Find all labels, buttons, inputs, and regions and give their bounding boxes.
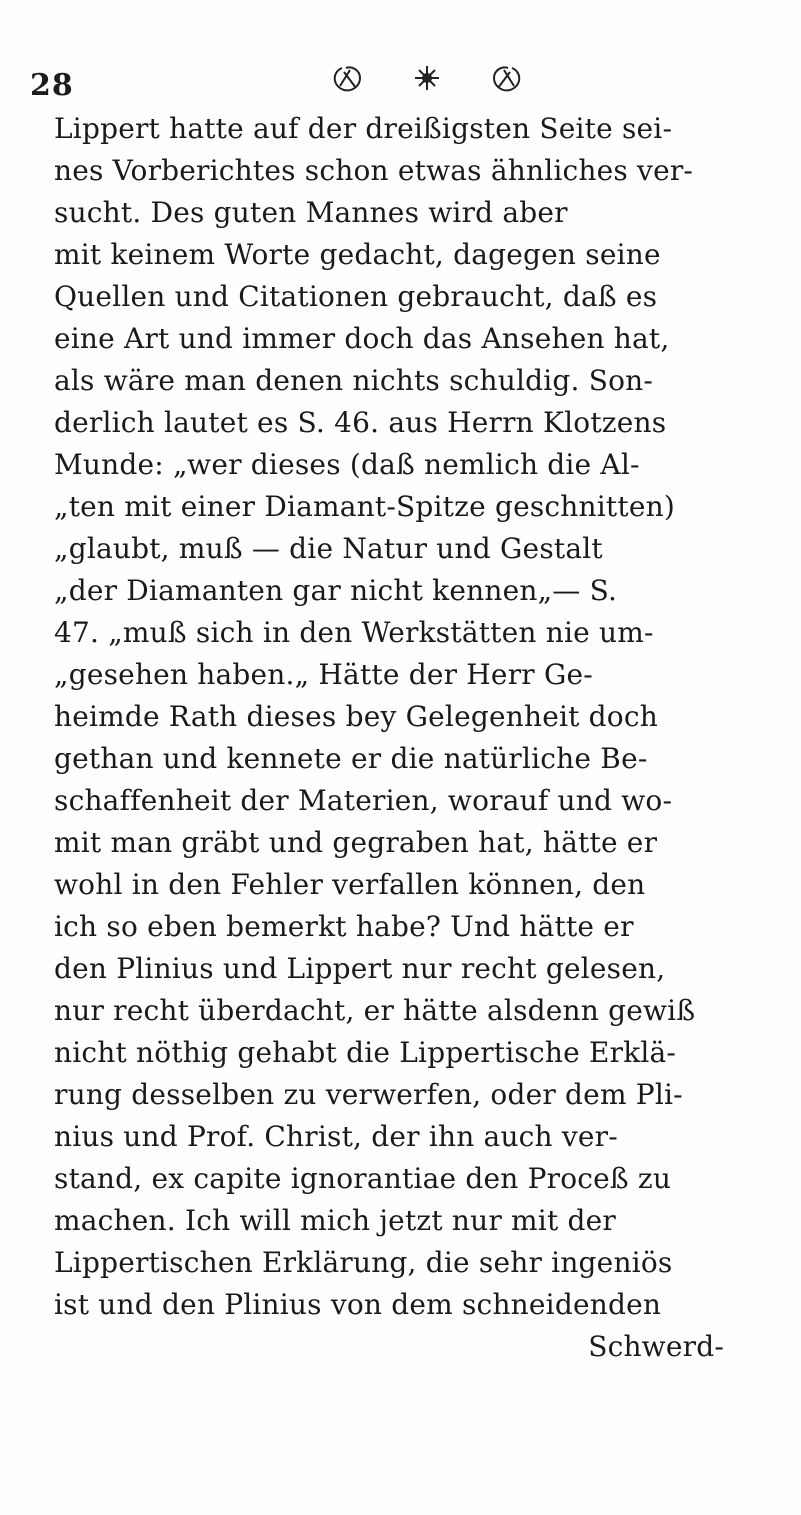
text-line: sucht. Des guten Mannes wird aber <box>54 196 568 229</box>
text-line: nur recht überdacht, er hätte alsdenn gewiß <box>54 994 696 1027</box>
text-line: gethan und kennete er die natürliche Be- <box>54 742 648 775</box>
text-line: „der Diamanten gar nicht kennen„— S. <box>54 574 618 607</box>
text-line: machen. Ich will mich jetzt nur mit der <box>54 1204 616 1237</box>
text-line: stand, ex capite ignorantiae den Proceß zu <box>54 1162 672 1195</box>
text-line: Munde: „wer dieses (daß nemlich die Al- <box>54 448 640 481</box>
text-line: den Plinius und Lippert nur recht gelesen, <box>54 952 666 985</box>
text-line: nes Vorberichtes schon etwas ähnliches ver- <box>54 154 694 187</box>
text-line: Lippertischen Erklärung, die sehr ingeniös <box>54 1246 673 1279</box>
text-line: eine Art und immer doch das Ansehen hat, <box>54 322 670 355</box>
text-line: ist und den Plinius von dem schneidenden <box>54 1288 662 1321</box>
text-line: mit man gräbt und gegraben hat, hätte er <box>54 826 658 859</box>
text-line: rung desselben zu verwerfen, oder dem Pli- <box>54 1078 683 1111</box>
text-line: derlich lautet es S. 46. aus Herrn Klotzens <box>54 406 667 439</box>
catchword: Schwerd- <box>588 1330 724 1363</box>
text-line: wohl in den Fehler verfallen können, den <box>54 868 646 901</box>
text-line: heimde Rath dieses bey Gelegenheit doch <box>54 700 658 733</box>
text-line: nius und Prof. Christ, der ihn auch ver- <box>54 1120 618 1153</box>
body-text <box>54 108 774 1368</box>
text-line: Lippert hatte auf der dreißigsten Seite sei- <box>54 112 673 145</box>
text-line: als wäre man denen nichts schuldig. Son- <box>54 364 654 397</box>
page-number: 28 <box>30 68 74 103</box>
text-line: 47. „muß sich in den Werkstätten nie um- <box>54 616 654 649</box>
page-header <box>0 0 801 103</box>
text-line: ich so eben bemerkt habe? Und hätte er <box>54 910 634 943</box>
text-line: mit keinem Worte gedacht, dagegen seine <box>54 238 661 271</box>
text-line: Quellen und Citationen gebraucht, daß es <box>54 280 658 313</box>
text-line: „gesehen haben.„ Hätte der Herr Ge- <box>54 658 593 691</box>
text-line: nicht nöthig gehabt die Lippertische Erklä- <box>54 1036 677 1069</box>
text-line: „ten mit einer Diamant-Spitze geschnitten) <box>54 490 675 523</box>
fleuron-ornament-icon <box>322 60 532 96</box>
text-line: „glaubt, muß — die Natur und Gestalt <box>54 532 603 565</box>
text-line: schaffenheit der Materien, worauf und wo- <box>54 784 673 817</box>
